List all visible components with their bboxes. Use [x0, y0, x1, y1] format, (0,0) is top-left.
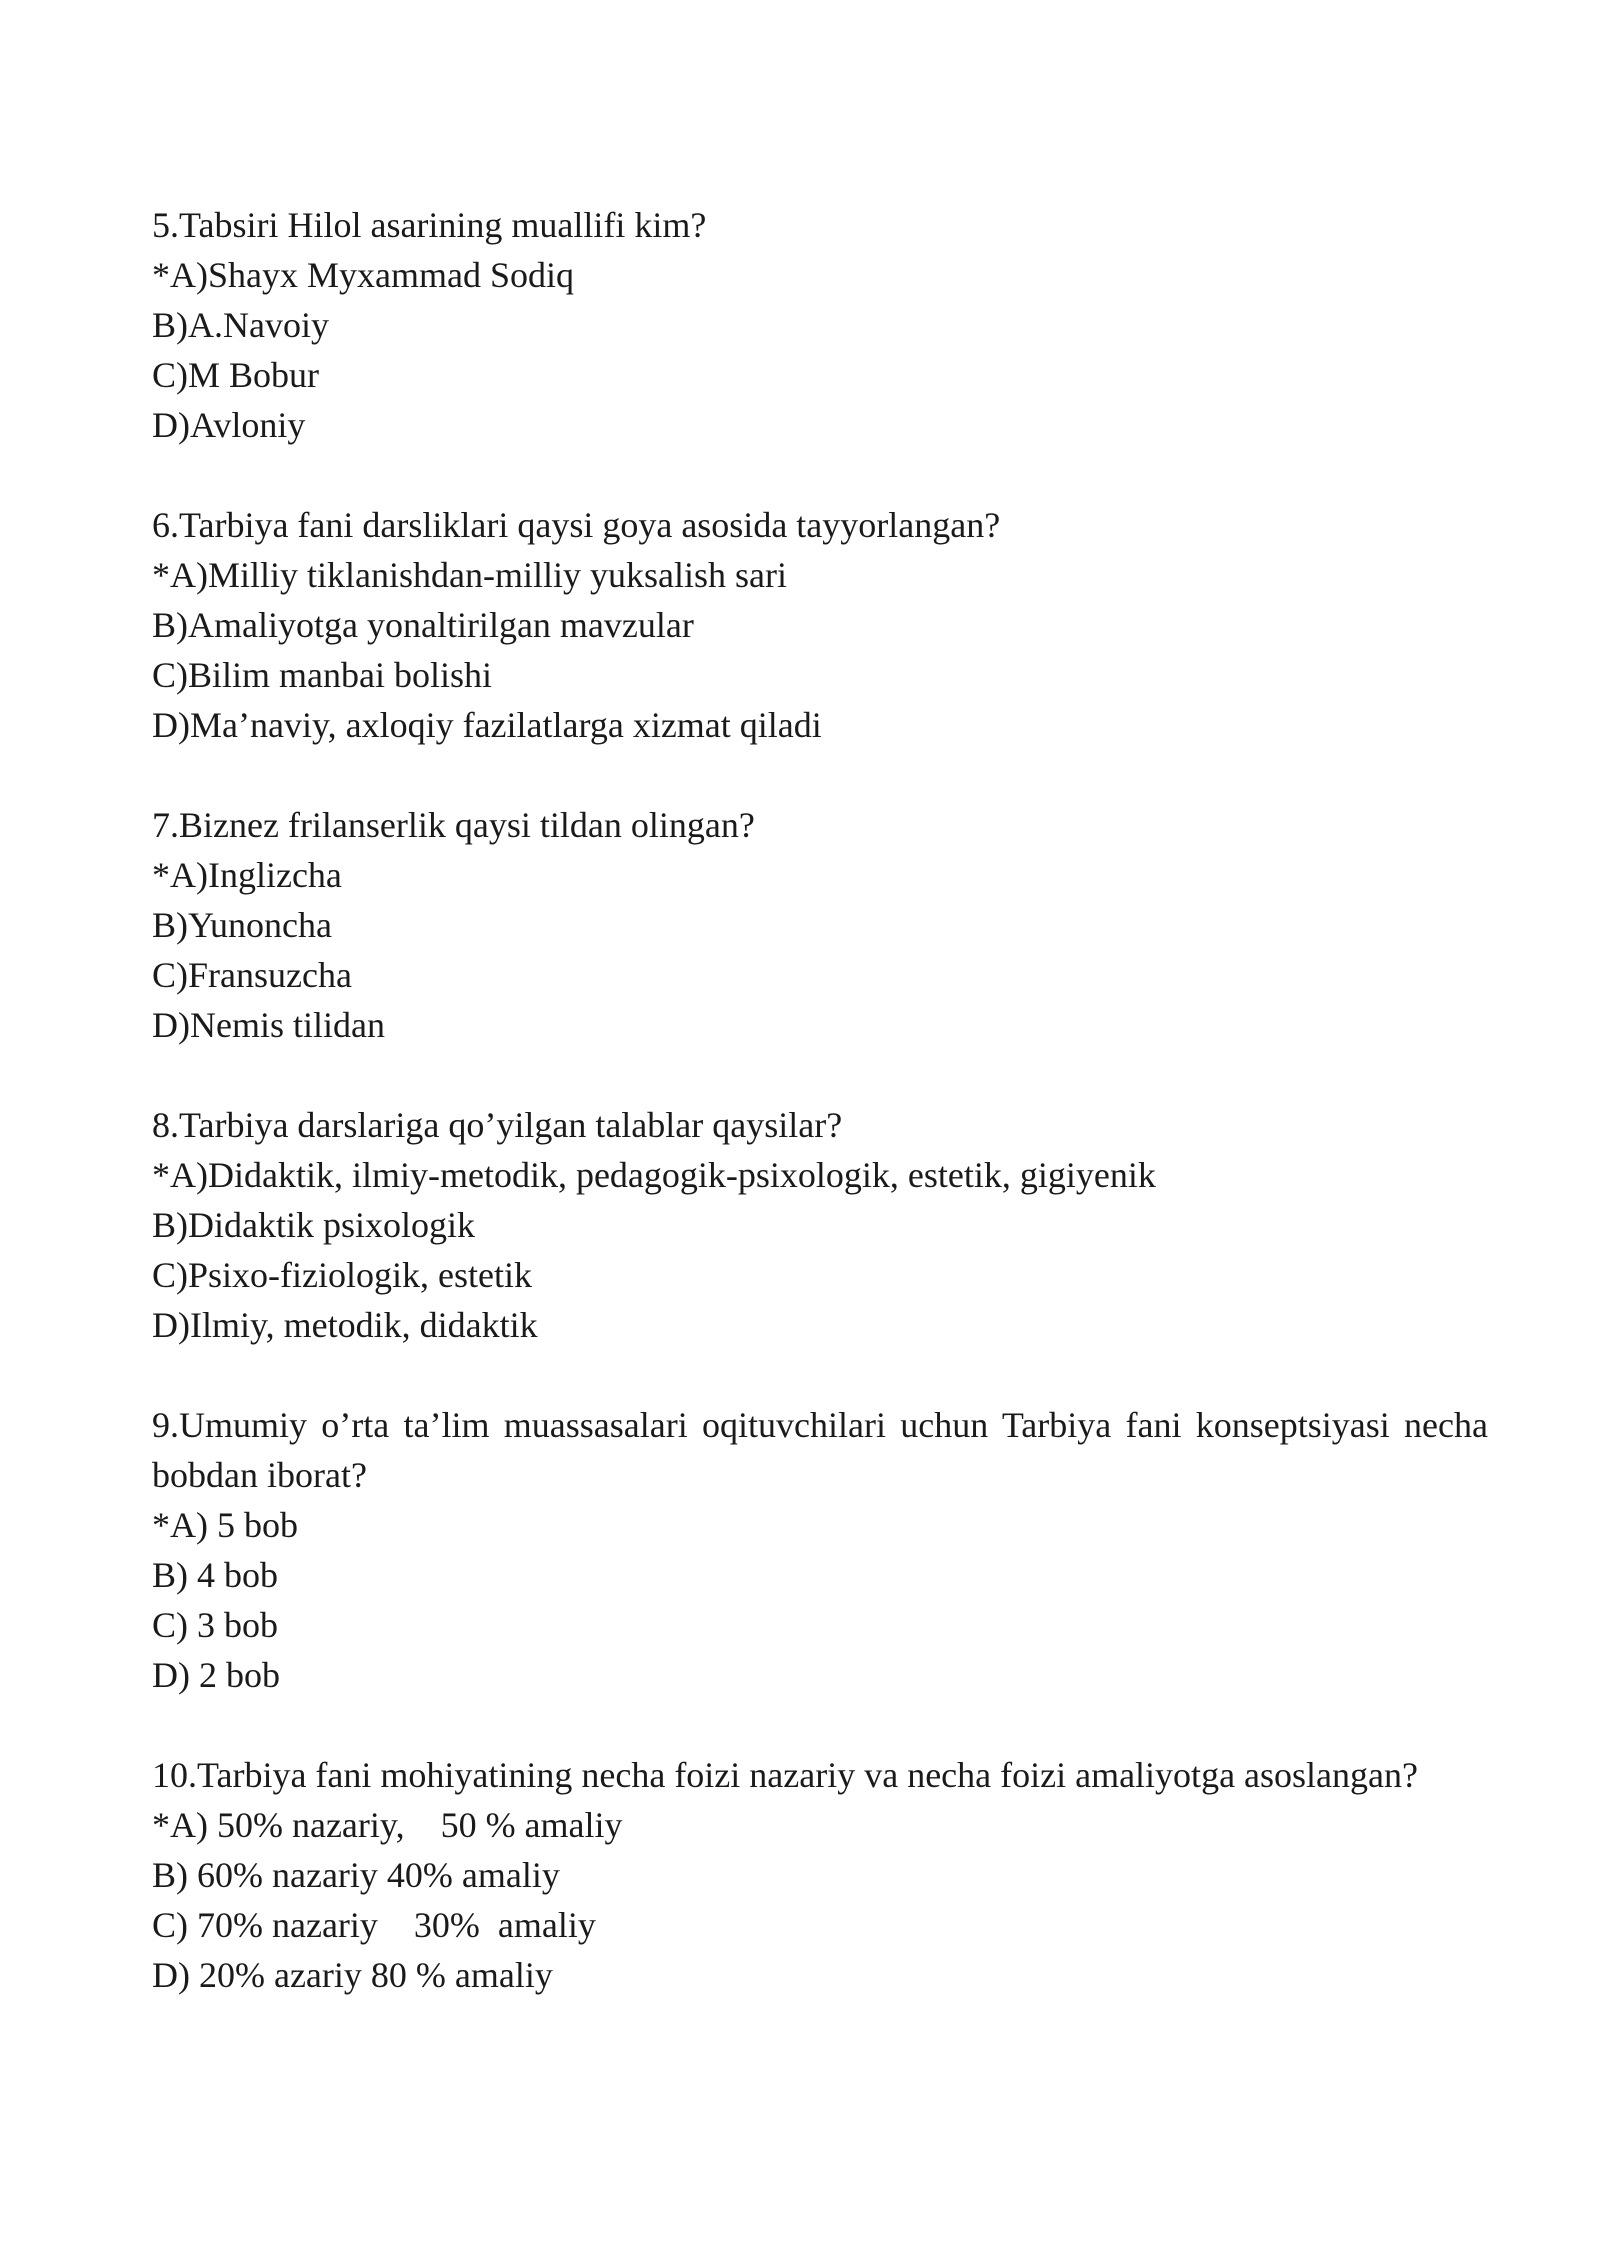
option-c: C) 3 bob [152, 1605, 278, 1645]
option-a: *A)Shayx Myxammad Sodiq [152, 255, 574, 295]
option-d: D)Ma’naviy, axloqiy fazilatlarga xizmat qiladi [152, 705, 822, 745]
option-c: C)Psixo-fiziologik, estetik [152, 1255, 532, 1295]
question-8 [152, 1100, 1488, 1350]
question-7 [152, 800, 1488, 1050]
option-a: *A) 50% nazariy, 50 % amaliy [152, 1805, 623, 1845]
option-b: B)Yunoncha [152, 905, 332, 945]
option-b: B)A.Navoiy [152, 305, 329, 345]
question-text: 7.Biznez frilanserlik qaysi tildan olingan? [152, 805, 755, 845]
option-b: B)Didaktik psixologik [152, 1205, 475, 1245]
option-d: D)Avloniy [152, 405, 306, 445]
question-5 [152, 200, 1488, 450]
document-page [152, 200, 1488, 2050]
option-d: D) 2 bob [152, 1655, 280, 1695]
question-text: 8.Tarbiya darslariga qo’yilgan talablar qaysilar? [152, 1105, 843, 1145]
option-b: B) 4 bob [152, 1555, 278, 1595]
question-text: 5.Tabsiri Hilol asarining muallifi kim? [152, 205, 707, 245]
option-c: C)M Bobur [152, 355, 320, 395]
option-c: C) 70% nazariy 30% amaliy [152, 1905, 596, 1945]
option-c: C)Bilim manbai bolishi [152, 655, 492, 695]
option-a: *A)Inglizcha [152, 855, 342, 895]
option-d: D)Nemis tilidan [152, 1005, 385, 1045]
question-text: 6.Tarbiya fani darsliklari qaysi goya asosida tayyorlangan? [152, 505, 1001, 545]
question-10 [152, 1750, 1488, 2000]
option-a: *A)Milliy tiklanishdan-milliy yuksalish sari [152, 555, 787, 595]
question-text: 9.Umumiy o’rta ta’lim muassasalari oqituvchilari uchun Tarbiya fani konseptsiyasi necha bobdan iborat? [152, 1405, 1488, 1495]
option-b: B) 60% nazariy 40% amaliy [152, 1855, 560, 1895]
option-a: *A) 5 bob [152, 1505, 298, 1545]
option-a: *A)Didaktik, ilmiy-metodik, pedagogik-psixologik, estetik, gigiyenik [152, 1155, 1156, 1195]
option-c: C)Fransuzcha [152, 955, 352, 995]
question-text: 10.Tarbiya fani mohiyatining necha foizi nazariy va necha foizi amaliyotga asoslangan? [152, 1755, 1418, 1795]
option-d: D) 20% azariy 80 % amaliy [152, 1955, 553, 1995]
option-d: D)Ilmiy, metodik, didaktik [152, 1305, 538, 1345]
question-9 [152, 1400, 1488, 1700]
question-6 [152, 500, 1488, 750]
option-b: B)Amaliyotga yonaltirilgan mavzular [152, 605, 694, 645]
